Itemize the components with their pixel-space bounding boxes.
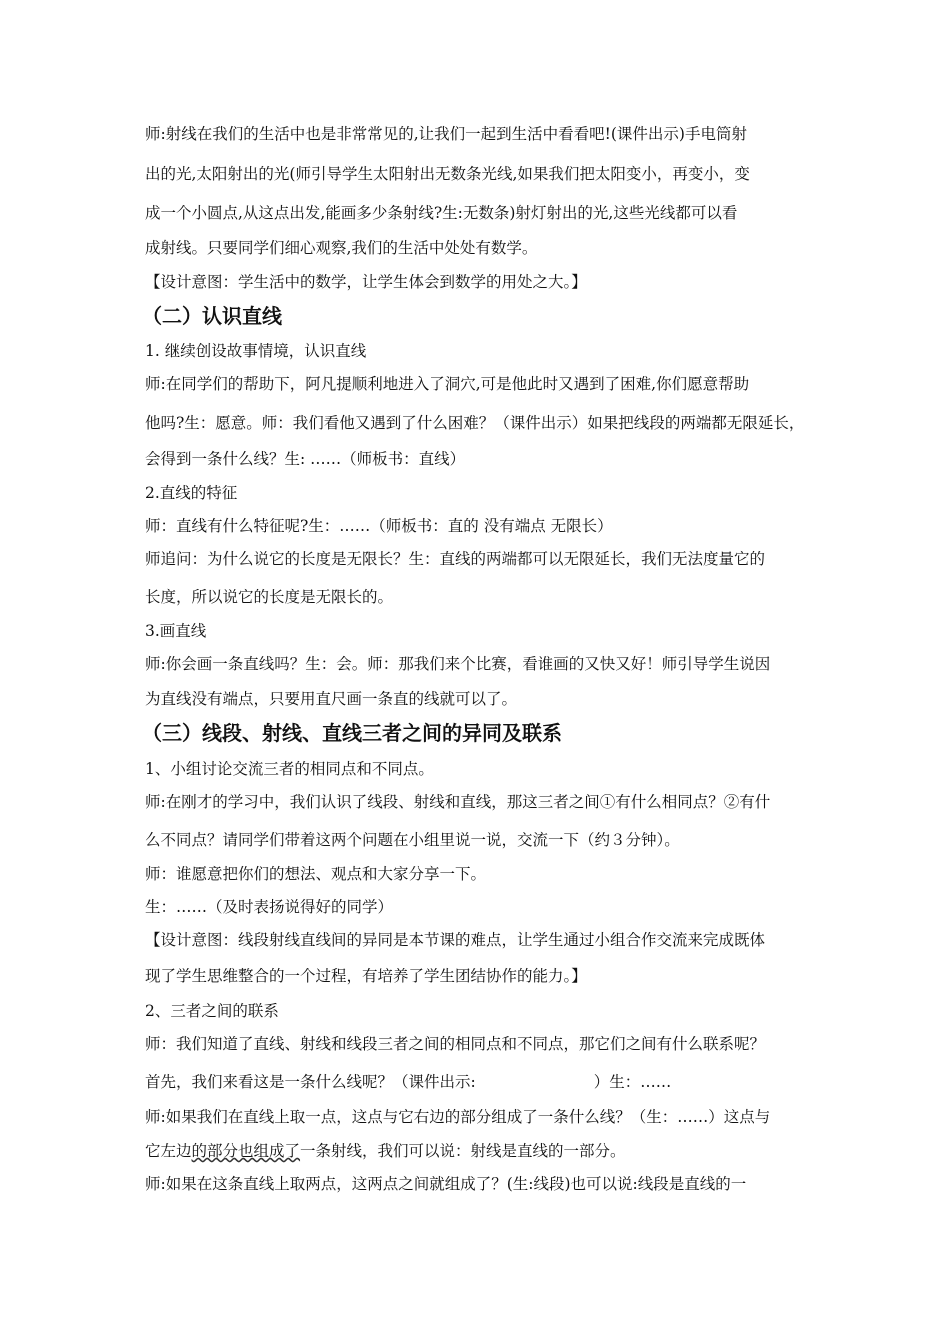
paragraph-line: 出的光,太阳射出的光(师引导学生太阳射出无数条光线,如果我们把太阳变小，再变小，变 (145, 165, 750, 183)
design-intent-note: 【设计意图：学生活中的数学，让学生体会到数学的用处之大。】 (145, 273, 587, 291)
paragraph-line: 长度，所以说它的长度是无限长的。 (145, 588, 394, 606)
section-heading-2: （二）认识直线 (142, 304, 282, 328)
paragraph-line: 师:你会画一条直线吗？生：会。师：那我们来个比赛，看谁画的又快又好！师引导学生说因 (145, 655, 771, 673)
paragraph-line: 么不同点？请同学们带着这两个问题在小组里说一说，交流一下（约３分钟）。 (145, 831, 680, 849)
line-text: 一条射线，我们可以说：射线是直线的一部分。 (300, 1142, 626, 1160)
subheading: 2.直线的特征 (145, 484, 238, 502)
line-text: 首先，我们来看这是一条什么线呢？（课件出示: (145, 1073, 476, 1091)
paragraph-line: 师追问：为什么说它的长度是无限长？生：直线的两端都可以无限延长，我们无法度量它的 (145, 550, 766, 568)
paragraph-line: 为直线没有端点，只要用直尺画一条直的线就可以了。 (145, 690, 518, 708)
wavy-underlined-text: 的部分也组成了 (191, 1142, 301, 1160)
section-heading-3: （三）线段、射线、直线三者之间的异同及联系 (142, 721, 562, 745)
paragraph-line (145, 1072, 671, 1092)
paragraph-line: 成射线。只要同学们细心观察,我们的生活中处处有数学。 (145, 239, 538, 257)
design-intent-note: 现了学生思维整合的一个过程，有培养了学生团结协作的能力。】 (145, 967, 587, 985)
paragraph-line: 师：直线有什么特征呢?生：……（师板书：直的 没有端点 无限长） (145, 517, 613, 535)
line-text: ）生：…… (593, 1073, 672, 1091)
paragraph-line: 师:射线在我们的生活中也是非常常见的,让我们一起到生活中看看吧!(课件出示)手电筒射 (145, 125, 747, 143)
paragraph-line: 会得到一条什么线？生: ……（师板书：直线） (145, 450, 466, 468)
paragraph-line: 师:在同学们的帮助下，阿凡提顺利地进入了洞穴,可是他此时又遇到了困难,你们愿意帮助 (145, 375, 750, 393)
paragraph-line: 生：……（及时表扬说得好的同学） (145, 898, 394, 916)
paragraph-line: 他吗?生：愿意。师：我们看他又遇到了什么困难？（课件出示）如果把线段的两端都无限延长， (145, 414, 805, 432)
paragraph-line: 师:在刚才的学习中，我们认识了线段、射线和直线，那这三者之间①有什么相同点？②有什 (145, 793, 771, 811)
paragraph-line: 1、小组讨论交流三者的相同点和不同点。 (145, 760, 434, 778)
paragraph-line: 师：我们知道了直线、射线和线段三者之间的相同点和不同点，那它们之间有什么联系呢？ (145, 1035, 766, 1053)
paragraph-line (145, 1141, 626, 1161)
subheading: 3.画直线 (145, 622, 207, 640)
paragraph-line: 师：谁愿意把你们的想法、观点和大家分享一下。 (145, 865, 487, 883)
paragraph-line: 师:如果在这条直线上取两点，这两点之间就组成了？(生:线段)也可以说:线段是直线的一 (145, 1175, 747, 1193)
line-text: 它左边 (145, 1142, 192, 1160)
subheading: 2、三者之间的联系 (145, 1002, 279, 1020)
paragraph-line: 成一个小圆点,从这点出发,能画多少条射线?生:无数条)射灯射出的光,这些光线都可以看 (145, 204, 738, 222)
paragraph-line: 1. 继续创设故事情境，认识直线 (145, 342, 367, 360)
paragraph-line: 师:如果我们在直线上取一点，这点与它右边的部分组成了一条什么线？（生：……）这点与 (145, 1108, 771, 1126)
design-intent-note: 【设计意图：线段射线直线间的异同是本节课的难点，让学生通过小组合作交流来完成既体 (145, 931, 766, 949)
